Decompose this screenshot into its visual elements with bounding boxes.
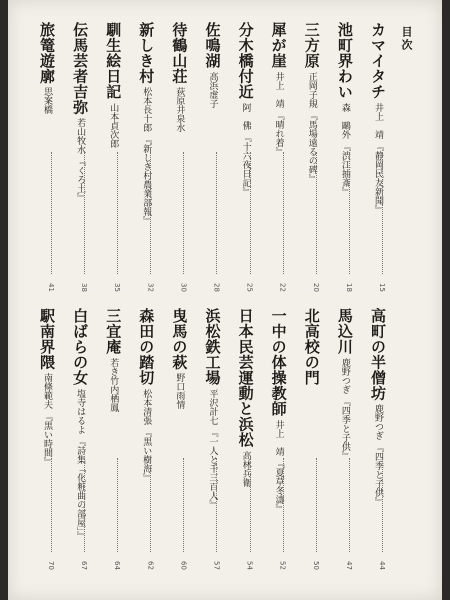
toc-entry bbox=[105, 22, 129, 292]
toc-entry bbox=[138, 22, 162, 292]
toc-entry bbox=[337, 22, 361, 292]
toc-entry-author: 南條範夫 bbox=[42, 373, 52, 409]
dotted-leader bbox=[216, 458, 217, 552]
toc-entry bbox=[304, 22, 328, 292]
toc-entry-source: 『四季と子供』 bbox=[339, 396, 350, 460]
toc-page-number: 15 bbox=[377, 283, 386, 292]
toc-entry-text bbox=[370, 22, 386, 214]
toc-entry bbox=[370, 308, 394, 570]
dotted-leader bbox=[316, 458, 317, 552]
toc-entry-text bbox=[238, 308, 254, 487]
toc-entry-text bbox=[171, 22, 187, 132]
toc-entry-text bbox=[304, 22, 320, 183]
dotted-leader bbox=[283, 152, 284, 274]
toc-entry-text bbox=[105, 308, 121, 412]
toc-entry-text bbox=[39, 22, 55, 114]
toc-page-number: 70 bbox=[47, 561, 55, 570]
toc-entry-author: 高浜虚子 bbox=[207, 71, 218, 108]
toc-entry-text bbox=[337, 22, 353, 196]
toc-entry-text bbox=[72, 22, 88, 202]
toc-entry-author: 思案橋 bbox=[42, 87, 52, 114]
toc-entry-text bbox=[304, 308, 320, 386]
dotted-leader bbox=[250, 152, 251, 274]
toc-entry-author: 森 鷗外 bbox=[339, 102, 350, 139]
toc-entry-title: 一中の体操教師 bbox=[269, 308, 288, 417]
toc-entry-source: 『四季と子供』 bbox=[372, 443, 383, 506]
toc-page-number: 18 bbox=[344, 283, 353, 292]
toc-entry-title: 三方原 bbox=[302, 22, 321, 69]
dotted-leader bbox=[183, 152, 184, 274]
toc-entry-author: 塩寺はるよ bbox=[75, 388, 86, 434]
toc-page-number: 62 bbox=[146, 561, 155, 570]
toc-entry bbox=[204, 308, 228, 570]
toc-entry-source: 『詩集「化粧曲の部屋」』 bbox=[75, 436, 86, 540]
toc-entry-text bbox=[370, 308, 386, 506]
toc-page-number: 57 bbox=[212, 561, 221, 570]
toc-entry bbox=[238, 22, 262, 292]
dotted-leader bbox=[382, 458, 383, 552]
toc-entry bbox=[271, 22, 295, 292]
toc-heading: 目次 bbox=[400, 26, 413, 52]
toc-entry-title: 北高校の門 bbox=[302, 308, 321, 386]
toc-entry-source: 『一人と千三百人』 bbox=[207, 427, 218, 509]
toc-entry bbox=[72, 22, 96, 292]
book-page bbox=[8, 0, 442, 600]
toc-entry bbox=[171, 22, 195, 292]
toc-section-upper bbox=[39, 22, 394, 292]
dotted-leader bbox=[382, 152, 383, 274]
toc-entry-source: 『夏草冬濤』 bbox=[273, 458, 284, 513]
toc-entry bbox=[204, 22, 228, 292]
toc-entry-title: 日本民芸運動と浜松 bbox=[236, 308, 255, 448]
toc-entry-title: 旅篭遊廓 bbox=[38, 22, 56, 84]
toc-entry bbox=[171, 308, 195, 570]
toc-entry-title: 池町界わい bbox=[335, 22, 354, 100]
toc-entry-title: 三宜庵 bbox=[104, 308, 123, 355]
toc-entry bbox=[105, 308, 129, 570]
toc-page-number: 47 bbox=[344, 561, 353, 570]
toc-page-number: 44 bbox=[377, 561, 386, 570]
toc-entry-text bbox=[171, 308, 187, 409]
toc-entry-author: 井上 靖 bbox=[273, 419, 284, 456]
toc-entry-title: カマイタチ bbox=[368, 22, 387, 100]
toc-entry-author: 鹿野つぎ bbox=[339, 357, 350, 394]
toc-entry bbox=[39, 22, 63, 292]
toc-entry-text bbox=[271, 22, 287, 156]
toc-entry-text bbox=[204, 22, 220, 108]
toc-entry-text bbox=[337, 308, 353, 460]
toc-entry-title: 佐鳴湖 bbox=[203, 22, 222, 69]
toc-page-number: 35 bbox=[113, 283, 122, 292]
toc-entry-text bbox=[138, 308, 154, 482]
toc-entry-text bbox=[238, 22, 254, 196]
toc-entry bbox=[370, 22, 394, 292]
dotted-leader bbox=[117, 458, 118, 552]
toc-entry-author: 野口雨情 bbox=[174, 373, 185, 409]
dotted-leader bbox=[51, 458, 52, 552]
toc-page-number: 41 bbox=[47, 283, 55, 292]
toc-page-number: 32 bbox=[146, 283, 155, 292]
toc-entry-author: 若山牧水 bbox=[75, 118, 86, 154]
dotted-leader bbox=[84, 458, 85, 552]
dotted-leader bbox=[84, 152, 85, 274]
toc-entry-title: 浜松鉄工場 bbox=[203, 308, 222, 386]
toc-entry-source: 『晴れ着』 bbox=[273, 110, 284, 156]
toc-page-number: 54 bbox=[245, 561, 254, 570]
toc-entry-title: 分木橋付近 bbox=[236, 22, 255, 100]
dotted-leader bbox=[150, 152, 151, 274]
toc-entry-author: 高林兵衛 bbox=[240, 450, 251, 487]
toc-page-number: 52 bbox=[278, 561, 287, 570]
toc-entry-author: 荻原井泉水 bbox=[174, 87, 185, 132]
dotted-leader bbox=[316, 152, 317, 274]
dotted-leader bbox=[250, 458, 251, 552]
toc-entry-text bbox=[271, 308, 287, 513]
toc-entry-author: 井上 靖 bbox=[372, 102, 383, 139]
toc-entry-source: 『十六夜日記』 bbox=[240, 132, 251, 196]
toc-section-lower bbox=[39, 308, 394, 570]
toc-entry-source: 『黒い時間』 bbox=[42, 412, 52, 466]
toc-entry-title: 白ばらの女 bbox=[71, 308, 90, 386]
dotted-leader bbox=[150, 458, 151, 552]
toc-page-number: 38 bbox=[80, 283, 89, 292]
dotted-leader bbox=[183, 458, 184, 552]
toc-entry-author: 井上 靖 bbox=[273, 71, 284, 108]
toc-entry-author: 平沢計七 bbox=[207, 388, 218, 425]
toc-entry bbox=[238, 308, 262, 570]
toc-entry bbox=[39, 308, 63, 570]
toc-entry-title: 待鶴山荘 bbox=[170, 22, 189, 84]
toc-entry-title: 新しき村 bbox=[137, 22, 156, 84]
toc-entry-title: 伝馬芸者吉弥 bbox=[71, 22, 90, 115]
toc-entry-title: 曳馬の萩 bbox=[170, 308, 189, 370]
toc-entry-title: 馬込川 bbox=[335, 308, 354, 355]
dotted-leader bbox=[51, 152, 52, 274]
toc-entry bbox=[304, 308, 328, 570]
toc-entry-source: 『黒い樹海』 bbox=[141, 427, 152, 482]
toc-entry bbox=[138, 308, 162, 570]
toc-entry-title: 犀が崖 bbox=[269, 22, 288, 69]
dotted-leader bbox=[283, 458, 284, 552]
toc-entry bbox=[337, 308, 361, 570]
toc-entry-author: 鹿野つぎ bbox=[372, 404, 383, 440]
toc-entry-author: 若き竹内栖鳳 bbox=[108, 357, 119, 412]
dotted-leader bbox=[349, 152, 350, 274]
toc-entry-title: 高町の半僧坊 bbox=[368, 308, 387, 401]
toc-entry-author: 山本貞次郎 bbox=[108, 102, 119, 148]
toc-entry-author: 阿 佛 bbox=[240, 102, 251, 130]
toc-entry-author: 松本長十郎 bbox=[141, 87, 152, 132]
toc-page-number: 22 bbox=[278, 283, 287, 292]
toc-entry bbox=[72, 308, 96, 570]
dotted-leader bbox=[349, 458, 350, 552]
toc-entry-source: 『くろ土』 bbox=[75, 157, 86, 202]
toc-page-number: 50 bbox=[311, 561, 320, 570]
toc-entry-source: 『渋江抽斎』 bbox=[339, 141, 350, 196]
toc-entry bbox=[271, 308, 295, 570]
toc-entry-source: 『新しき村農業部報』 bbox=[141, 135, 152, 225]
toc-entry-text bbox=[39, 308, 55, 466]
toc-entry-title: 森田の踏切 bbox=[137, 308, 156, 386]
toc-entry-title: 駅南界隈 bbox=[38, 308, 56, 370]
toc-entry-author: 松本清張 bbox=[141, 388, 152, 425]
toc-entry-text bbox=[72, 308, 88, 540]
toc-page-number: 64 bbox=[113, 561, 122, 570]
toc-page-number: 30 bbox=[179, 283, 188, 292]
toc-entry-author: 正岡子規 bbox=[306, 71, 317, 108]
toc-page-number: 28 bbox=[212, 283, 221, 292]
toc-page-number: 67 bbox=[80, 561, 89, 570]
dotted-leader bbox=[216, 152, 217, 274]
dotted-leader bbox=[117, 152, 118, 274]
toc-entry-source: 『馬場遠るの碑』 bbox=[306, 110, 317, 183]
toc-entry-text bbox=[138, 22, 154, 225]
toc-entry-text bbox=[105, 22, 121, 148]
toc-entry-title: 馴生絵日記 bbox=[104, 22, 123, 100]
toc-page-number: 60 bbox=[179, 561, 188, 570]
toc-page-number: 25 bbox=[245, 283, 254, 292]
toc-entry-text bbox=[204, 308, 220, 509]
toc-entry-source: 『静岡民友新聞』 bbox=[372, 141, 383, 214]
toc-page-number: 20 bbox=[311, 283, 320, 292]
